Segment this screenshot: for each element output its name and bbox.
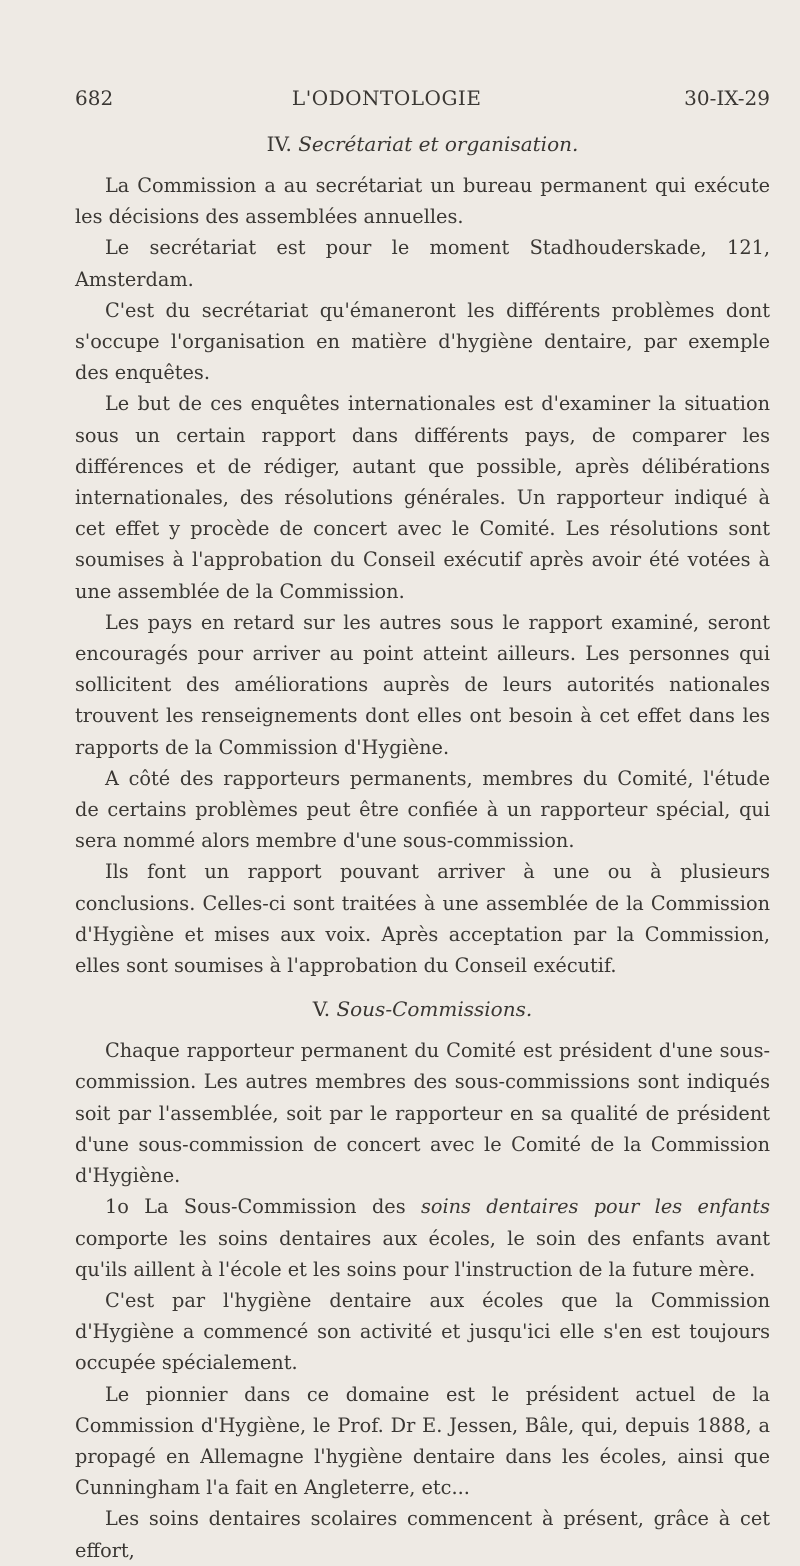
paragraph: Ils font un rapport pouvant arriver à une ou à plusieurs conclusions. Celles-ci sont traitées à une assemblée de la Commission d'Hygiène et mises aux voix. Après acceptation par la Commission, elles sont soumises à l'approbation du Conseil exécutif. [75, 860, 770, 978]
section-number: V. [312, 997, 331, 1022]
paragraph: C'est du secrétariat qu'émaneront les différents problèmes dont s'occupe l'organisation en matière d'hygiène dentaire, par exemple des enquêtes. [75, 298, 770, 385]
paragraph: Les pays en retard sur les autres sous le rapport examiné, seront encouragés pour arriver au point atteint ailleurs. Les personnes qui sollicitent des améliorations auprès de leurs autorités nationales trouvent les renseignements dont elles ont besoin à cet effet dans les rapports de la Commission d'Hygiène. [75, 610, 770, 759]
running-title: L'ODONTOLOGIE [291, 86, 482, 110]
numbered-paragraph [75, 1191, 770, 1285]
paragraph: C'est par l'hygiène dentaire aux écoles que la Commission d'Hygiène a commencé son activité et jusqu'ici elle s'en est toujours occupée spécialement. [75, 1288, 770, 1375]
section-spacer [75, 981, 770, 997]
section-number: IV. [266, 132, 292, 156]
paragraph-prefix: 1o La Sous-Commission des [105, 1195, 421, 1219]
issue-date: 30-IX-29 [684, 86, 770, 110]
paragraph: Le pionnier dans ce domaine est le président actuel de la Commission d'Hygiène, le Prof. Dr E. Jessen, Bâle, qui, depuis 1888, a propagé en Allemagne l'hygiène dentaire dans les écoles, ainsi que Cunningham l'a fait en Angleterre, etc... [75, 1382, 770, 1500]
section-title: Sous-Commissions. [336, 997, 533, 1022]
paragraph-suffix: comporte les soins dentaires aux écoles, le soin des enfants avant qu'ils aillent à l'école et les soins pour l'instruction de la future mère. [75, 1226, 770, 1281]
paragraph-italic-term: soins dentaires pour les enfants [420, 1195, 770, 1219]
section-heading-v [75, 997, 770, 1021]
paragraph: Le secrétariat est pour le moment Stadhouderskade, 121, Amsterdam. [75, 236, 770, 291]
paragraph: Chaque rapporteur permanent du Comité est président d'une sous-commission. Les autres membres des sous-commissions sont indiqués soit par l'assemblée, soit par le rapporteur en sa qualité de président d'une sous-commission de concert avec le Comité de la Commission d'Hygiène. [75, 1039, 770, 1188]
paragraph: La Commission a au secrétariat un bureau permanent qui exécute les décisions des assemblées annuelles. [75, 174, 770, 229]
page-number: 682 [75, 86, 114, 110]
running-header [75, 86, 770, 110]
section-title: Secrétariat et organisation. [298, 132, 579, 156]
section-heading-iv [75, 132, 770, 156]
paragraph: A côté des rapporteurs permanents, membres du Comité, l'étude de certains problèmes peut être confiée à un rapporteur spécial, qui sera nommé alors membre d'une sous-commission. [75, 766, 770, 853]
paragraph: Les soins dentaires scolaires commencent à présent, grâce à cet effort, [75, 1507, 770, 1562]
paragraph: Le but de ces enquêtes internationales est d'examiner la situation sous un certain rapport dans différents pays, de comparer les différences et de rédiger, autant que possible, après délibérations internationales, des résolutions générales. Un rapporteur indiqué à cet effet y procède de concert avec le Comité. Les résolutions sont soumises à l'approbation du Conseil exécutif après avoir été votées à une assemblée de la Commission. [75, 392, 770, 603]
